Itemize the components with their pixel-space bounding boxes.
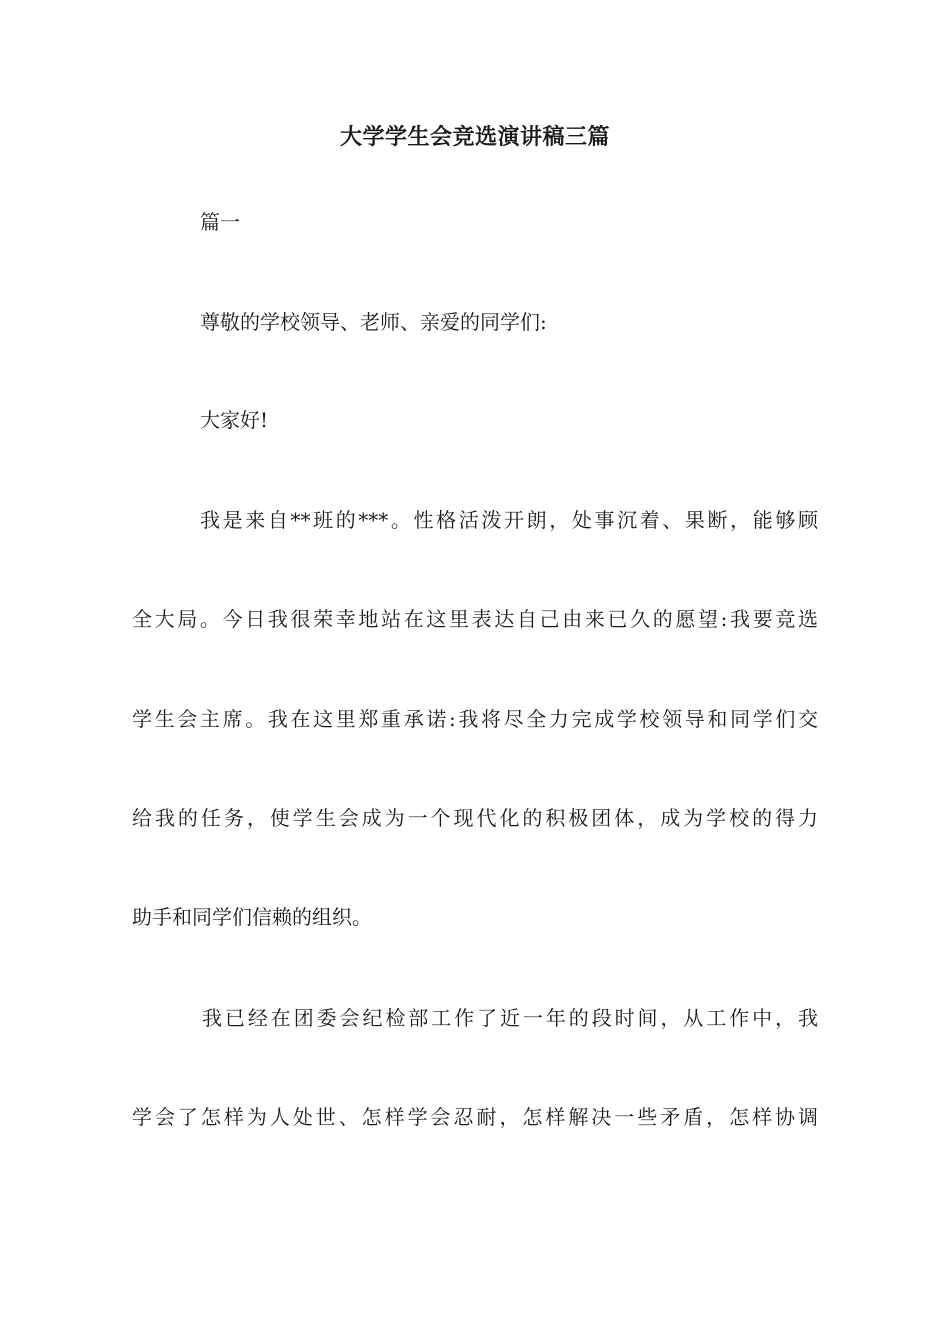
paragraph-line: 我是来自**班的***。性格活泼开朗，处事沉着、果断，能够顾 xyxy=(200,508,818,532)
paragraph-line: 给我的任务，使学生会成为一个现代化的积极团体，成为学校的得力 xyxy=(132,806,818,830)
paragraph-line: 学会了怎样为人处世、怎样学会忍耐，怎样解决一些矛盾，怎样协调 xyxy=(132,1105,818,1129)
paragraph-line: 学生会主席。我在这里郑重承诺:我将尽全力完成学校领导和同学们交 xyxy=(132,707,818,731)
section-heading: 篇一 xyxy=(200,210,240,234)
paragraph-line: 助手和同学们信赖的组织。 xyxy=(132,905,372,929)
greeting: 大家好! xyxy=(200,408,269,432)
document-title: 大学学生会竞选演讲稿三篇 xyxy=(339,125,610,150)
paragraph-line: 我已经在团委会纪检部工作了近一年的段时间，从工作中，我 xyxy=(202,1006,818,1030)
paragraph-line: 全大局。今日我很荣幸地站在这里表达自己由来已久的愿望:我要竞选 xyxy=(132,607,818,631)
salutation: 尊敬的学校领导、老师、亲爱的同学们: xyxy=(200,310,547,334)
